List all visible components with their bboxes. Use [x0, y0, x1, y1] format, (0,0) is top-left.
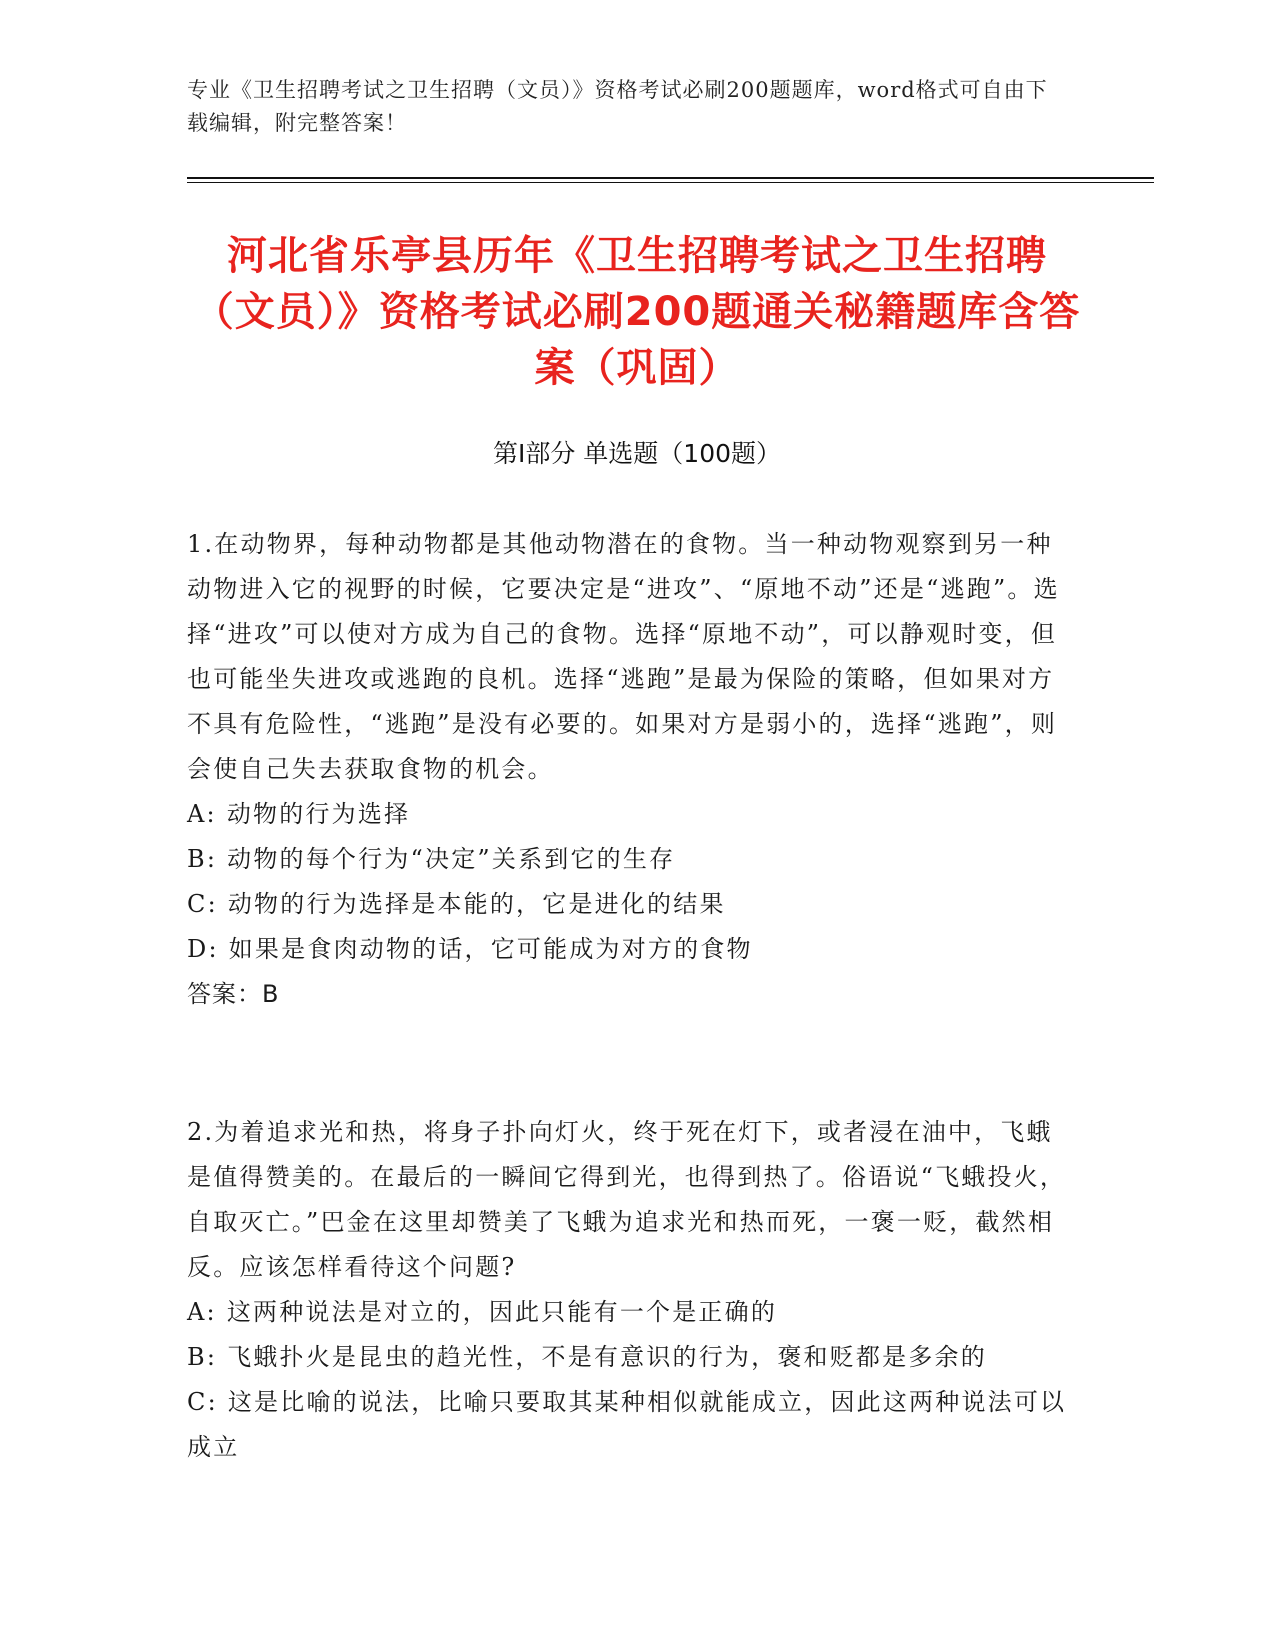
option-letter: A:: [187, 1298, 217, 1326]
option-text: 飞蛾扑火是昆虫的趋光性，不是有意识的行为，褒和贬都是多余的: [227, 1343, 987, 1371]
option-letter: C:: [187, 890, 218, 918]
option-letter: A:: [187, 800, 217, 828]
header-note: 专业《卫生招聘考试之卫生招聘（文员）》资格考试必刷200题题库，word格式可自由下载编辑，附完整答案！: [187, 78, 1048, 135]
question-1: [187, 522, 1072, 1017]
option-text: 这两种说法是对立的，因此只能有一个是正确的: [226, 1298, 778, 1326]
option-d: [187, 927, 1072, 972]
option-c: [187, 882, 1072, 927]
answer-line: 答案：B: [187, 980, 280, 1008]
option-c: [187, 1380, 1072, 1470]
option-a: [187, 792, 1072, 837]
option-letter: B:: [187, 845, 218, 873]
question-stem: 1.在动物界，每种动物都是其他动物潜在的食物。当一种动物观察到另一种动物进入它的视野的时候，它要决定是“进攻”、“原地不动”还是“逃跑”。选择“进攻”可以使对方成为自己的食物。选择“原地不动”，可以静观时变，但也可能坐失进攻或逃跑的良机。选择“逃跑”是最为保险的策略，但如果对方不具有危险性，“逃跑”是没有必要的。如果对方是弱小的，选择“逃跑”，则会使自己失去获取食物的机会。: [187, 530, 1060, 783]
option-text: 动物的行为选择: [226, 800, 411, 828]
section-heading: 第I部分 单选题（100题）: [492, 439, 782, 468]
option-a: [187, 1290, 1072, 1335]
option-letter: C:: [187, 1388, 218, 1416]
question-2: [187, 1110, 1072, 1470]
option-b: [187, 1335, 1072, 1380]
option-text: 动物的每个行为“决定”关系到它的生存: [227, 845, 676, 873]
option-text: 这是比喻的说法，比喻只要取其某种相似就能成立，因此这两种说法可以成立: [187, 1388, 1067, 1461]
question-stem: 2.为着追求光和热，将身子扑向灯火，终于死在灯下，或者浸在油中，飞蛾是值得赞美的。在最后的一瞬间它得到光，也得到热了。俗语说“飞蛾投火，自取灭亡。”巴金在这里却赞美了飞蛾为追求光和热而死，一褒一贬，截然相反。应该怎样看待这个问题?: [187, 1118, 1067, 1281]
option-b: [187, 837, 1072, 882]
option-letter: B:: [187, 1343, 218, 1371]
option-text: 如果是食肉动物的话，它可能成为对方的食物: [228, 935, 753, 963]
option-letter: D:: [187, 935, 219, 963]
option-text: 动物的行为选择是本能的，它是进化的结果: [227, 890, 726, 918]
document-title: 河北省乐亭县历年《卫生招聘考试之卫生招聘（文员）》资格考试必刷200题通关秘籍题库含答案（巩固）: [193, 233, 1081, 391]
header-divider-thin: [187, 182, 1154, 183]
header-divider-thick: [187, 177, 1154, 179]
